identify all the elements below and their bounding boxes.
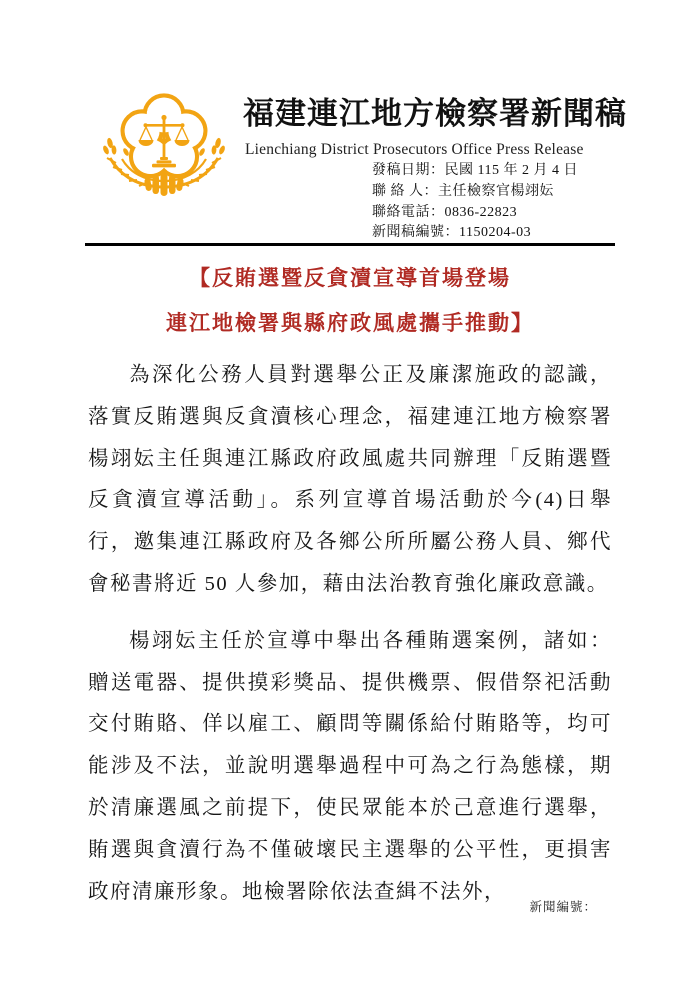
meta-release-date: 發稿日期：民國 115 年 2 月 4 日 [372, 163, 578, 178]
meta-contact-person: 聯 絡 人：主任檢察官楊翊妘 [372, 183, 554, 199]
press-release-body [88, 355, 612, 913]
prosecutors-office-emblem-icon [98, 86, 230, 234]
footer-news-number-label: 新聞編號： [529, 900, 597, 914]
meta-contact-phone: 聯絡電話：0836-22823 [372, 204, 518, 220]
office-title-english: Lienchiang District Prosecutors Office Press Release [245, 141, 584, 158]
header-divider [85, 243, 615, 246]
meta-release-number: 新聞稿編號：1150204-03 [372, 225, 532, 241]
headline-line-1: 【反賄選暨反貪瀆宣導首場登場 [189, 266, 511, 290]
headline [0, 256, 700, 346]
body-paragraph-2: 楊翊妘主任於宣導中舉出各種賄選案例，諸如：贈送電器、提供摸彩獎品、提供機票、假借祭祀活動交付賄賂、佯以雇工、顧問等關係給付賄賂等，均可能涉及不法，並說明選舉過程中可為之行為態樣，期於清廉選風之前提下，使民眾能本於己意進行選舉，賄選與貪瀆行為不僅破壞民主選舉的公平性，更損害政府清廉形象。地檢署除依法查緝不法外， [88, 629, 612, 903]
press-release-meta [372, 161, 578, 244]
office-title: 福建連江地方檢察署新聞稿 [243, 96, 627, 131]
body-paragraph-1: 為深化公務人員對選舉公正及廉潔施政的認識，落實反賄選與反貪瀆核心理念，福建連江地方檢察署楊翊妘主任與連江縣政府政風處共同辦理「反賄選暨反貪瀆宣導活動」。系列宣導首場活動於今(4)日舉行，邀集連江縣政府及各鄉公所所屬公務人員、鄉代會秘書將近 50 人參加，藉由法治教育強化廉政意識。 [88, 364, 612, 595]
headline-line-2: 連江地檢署與縣府政風處攜手推動】 [166, 311, 534, 335]
